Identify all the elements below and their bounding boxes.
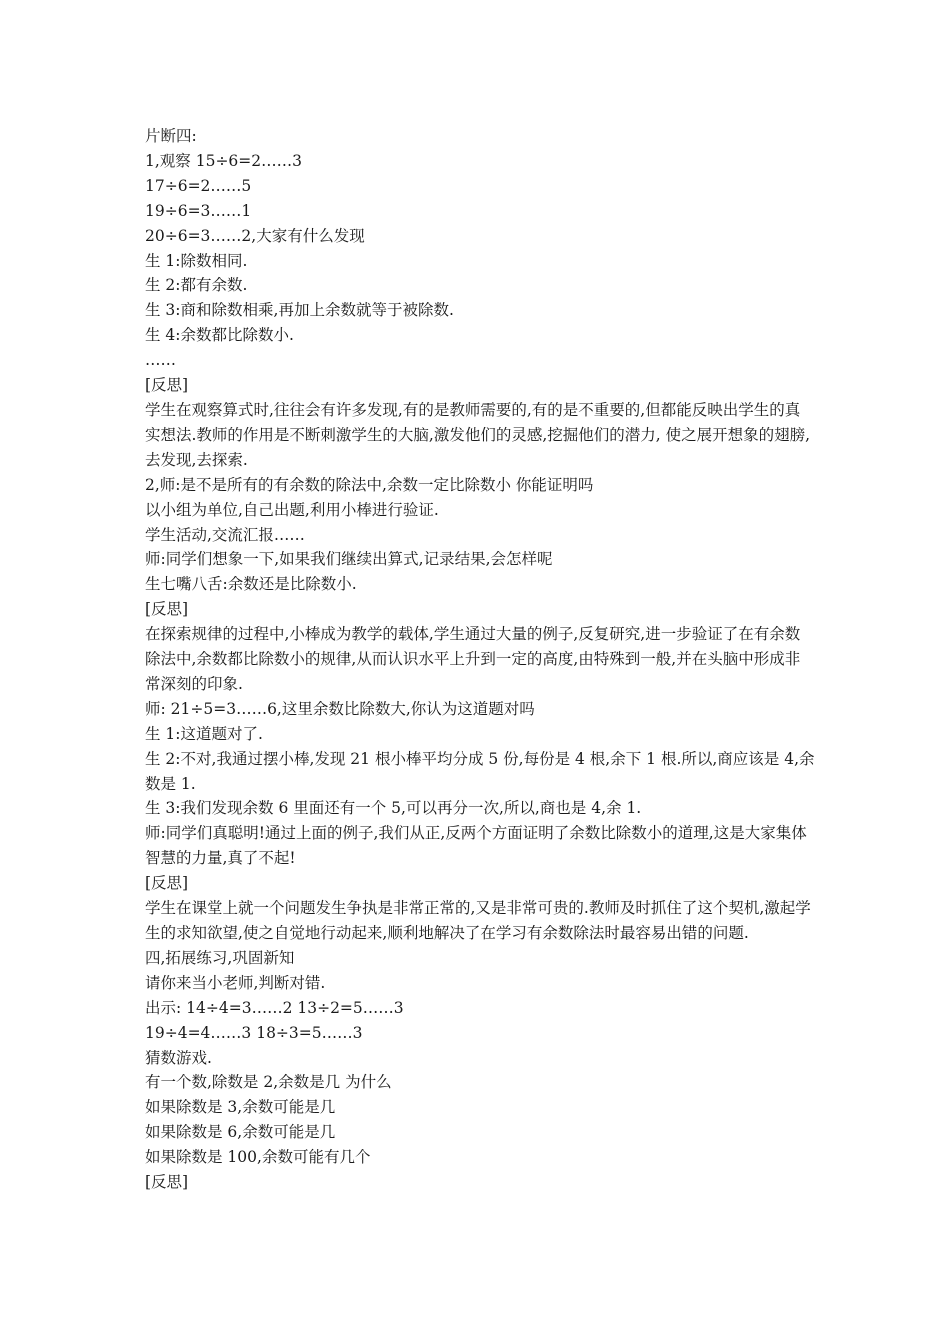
text-line: 以小组为单位,自己出题,利用小棒进行验证. xyxy=(145,500,439,519)
text-line: 如果除数是 100,余数可能有几个 xyxy=(145,1148,371,1167)
text-line: 生 4:余数都比除数小. xyxy=(145,326,294,345)
text-line: 请你来当小老师,判断对错. xyxy=(145,973,326,992)
document-body xyxy=(145,124,815,1195)
text-line: 2,师:是不是所有的有余数的除法中,余数一定比除数小 你能证明吗 xyxy=(145,475,594,494)
reflection-heading: [反思] xyxy=(145,376,189,395)
text-line: 生 1:这道题对了. xyxy=(145,724,263,743)
text-line: 1,观察 15÷6=2……3 xyxy=(145,151,302,170)
text-line: 师:同学们想象一下,如果我们继续出算式,记录结果,会怎样呢 xyxy=(145,550,553,569)
reflection-heading: [反思] xyxy=(145,874,189,893)
text-line: 师: 21÷5=3……6,这里余数比除数大,你认为这道题对吗 xyxy=(145,699,535,718)
text-line: 出示: 14÷4=3……2 13÷2=5……3 xyxy=(145,998,404,1017)
text-line: 猜数游戏. xyxy=(145,1048,212,1067)
ellipsis-line: …… xyxy=(145,351,176,370)
text-line: 生 3:商和除数相乘,再加上余数就等于被除数. xyxy=(145,301,454,320)
text-line: 如果除数是 6,余数可能是几 xyxy=(145,1123,336,1142)
text-line: 生 1:除数相同. xyxy=(145,251,248,270)
text-line: 学生活动,交流汇报…… xyxy=(145,525,305,544)
paragraph: 生 2:不对,我通过摆小棒,发现 21 根小棒平均分成 5 份,每份是 4 根,余下 1 根.所以,商应该是 4,余数是 1. xyxy=(145,749,815,793)
text-line: 生 3:我们发现余数 6 里面还有一个 5,可以再分一次,所以,商也是 4,余 1. xyxy=(145,799,642,818)
section-heading: 四,拓展练习,巩固新知 xyxy=(145,948,295,967)
paragraph: 在探索规律的过程中,小棒成为教学的载体,学生通过大量的例子,反复研究,进一步验证了在有余数除法中,余数都比除数小的规律,从而认识水平上升到一定的高度,由特殊到一般,并在头脑中形成非常深刻的印象. xyxy=(145,625,801,693)
paragraph: 学生在课堂上就一个问题发生争执是非常正常的,又是非常可贵的.教师及时抓住了这个契机,激起学生的求知欲望,使之自觉地行动起来,顺利地解决了在学习有余数除法时最容易出错的问题. xyxy=(145,899,811,942)
section-heading: 片断四: xyxy=(145,127,197,145)
text-line: 生 2:都有余数. xyxy=(145,276,248,295)
text-line: 20÷6=3……2,大家有什么发现 xyxy=(145,226,365,245)
text-line: 有一个数,除数是 2,余数是几 为什么 xyxy=(145,1073,392,1092)
text-line: 17÷6=2……5 xyxy=(145,176,252,195)
reflection-heading: [反思] xyxy=(145,600,189,619)
text-line: 生七嘴八舌:余数还是比除数小. xyxy=(145,575,357,594)
text-line: 19÷4=4……3 18÷3=5……3 xyxy=(145,1023,363,1042)
paragraph: 师:同学们真聪明!通过上面的例子,我们从正,反两个方面证明了余数比除数小的道理,这是大家集体智慧的力量,真了不起! xyxy=(145,824,807,868)
paragraph: 学生在观察算式时,往往会有许多发现,有的是教师需要的,有的是不重要的,但都能反映出学生的真实想法.教师的作用是不断刺激学生的大脑,激发他们的灵感,挖掘他们的潜力, 使之展开想象的翅膀,去发现,去探索. xyxy=(145,400,811,469)
text-line: 如果除数是 3,余数可能是几 xyxy=(145,1098,336,1117)
text-line: 19÷6=3……1 xyxy=(145,201,252,220)
reflection-heading: [反思] xyxy=(145,1173,189,1192)
